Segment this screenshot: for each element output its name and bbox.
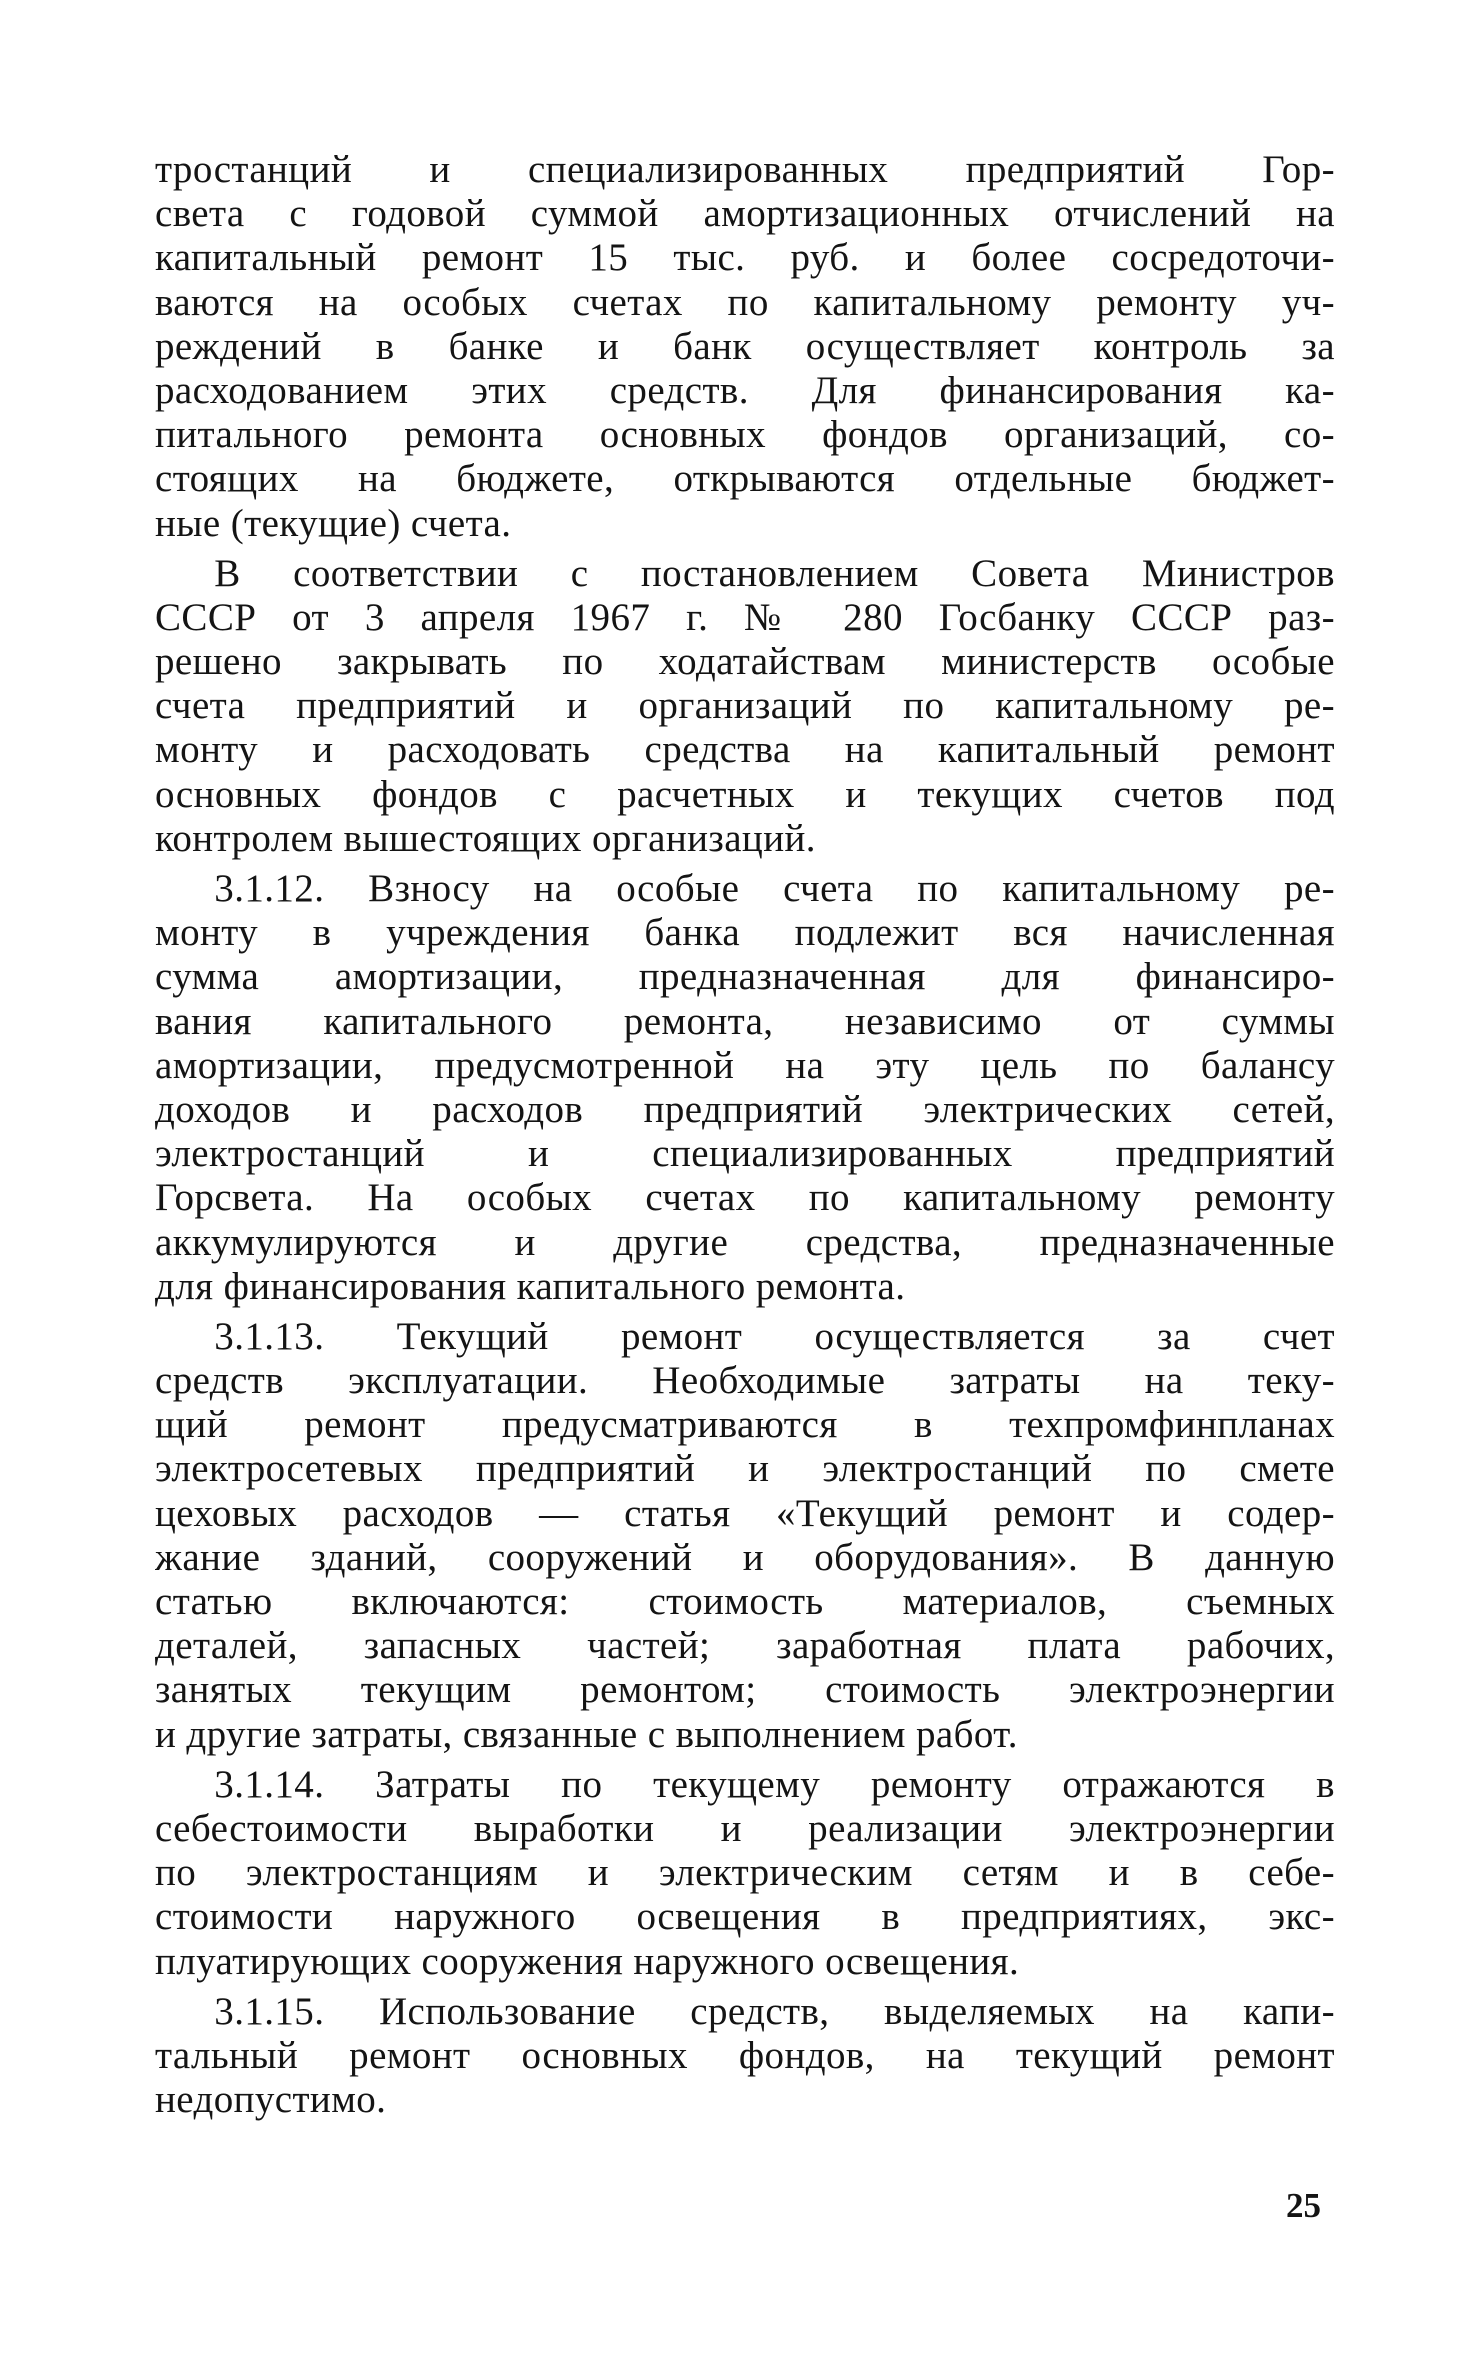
text-line: тростанций и специализированных предприятий Гор- — [155, 148, 1335, 191]
text-line: 3.1.15. Использование средств, выделяемых на капи- — [155, 1989, 1335, 2033]
text-line: реждений в банке и банк осуществляет контроль за — [155, 324, 1335, 368]
text-line: стоимости наружного освещения в предприятиях, экс- — [155, 1895, 1335, 1939]
text-line: стоящих на бюджете, открываются отдельные бюджет- — [155, 457, 1335, 501]
text-line: средств эксплуатации. Необходимые затраты на теку- — [155, 1359, 1335, 1403]
text-line: решено закрывать по ходатайствам министерств особые — [155, 640, 1335, 684]
text-line: плуатирующих сооружения наружного освещения. — [155, 1939, 1020, 1983]
text-line: занятых текущим ремонтом; стоимость электроэнергии — [155, 1668, 1335, 1712]
text-line: ные (текущие) счета. — [155, 501, 512, 545]
text-line: капитальный ремонт 15 тыс. руб. и более сосредоточи- — [155, 236, 1335, 280]
text-line: 3.1.14. Затраты по текущему ремонту отражаются в — [155, 1762, 1335, 1806]
paragraph-1 — [155, 148, 1335, 546]
body-text — [155, 148, 1335, 2122]
paragraph-6 — [155, 1990, 1335, 2123]
text-line: себестоимости выработки и реализации электроэнергии — [155, 1806, 1335, 1850]
text-line: ваются на особых счетах по капитальному ремонту уч- — [155, 280, 1335, 324]
text-line: 3.1.13. Текущий ремонт осуществляется за счет — [155, 1314, 1335, 1358]
text-line: монту и расходовать средства на капитальный ремонт — [155, 728, 1335, 772]
text-line: электросетевых предприятий и электростанций по смете — [155, 1447, 1335, 1491]
text-line: амортизации, предусмотренной на эту цель по балансу — [155, 1043, 1335, 1087]
text-line: монту в учреждения банка подлежит вся начисленная — [155, 911, 1335, 955]
text-line: для финансирования капитального ремонта. — [155, 1264, 906, 1308]
text-line: и другие затраты, связанные с выполнением работ. — [155, 1712, 1018, 1756]
text-line: жание зданий, сооружений и оборудования». В данную — [155, 1535, 1335, 1579]
text-line: контролем вышестоящих организаций. — [155, 816, 816, 860]
paragraph-2 — [155, 552, 1335, 861]
text-line: Горсвета. На особых счетах по капитальному ремонту — [155, 1176, 1335, 1220]
text-line: счета предприятий и организаций по капитальному ре- — [155, 684, 1335, 728]
text-line: щий ремонт предусматриваются в техпромфинпланах — [155, 1403, 1335, 1447]
paragraph-3 — [155, 867, 1335, 1309]
text-line: аккумулируются и другие средства, предназначенные — [155, 1220, 1335, 1264]
text-line: света с годовой суммой амортизационных отчислений на — [155, 192, 1335, 236]
text-line: тальный ремонт основных фондов, на текущий ремонт — [155, 2033, 1335, 2077]
text-line: по электростанциям и электрическим сетям и в себе- — [155, 1851, 1335, 1895]
text-line: В соответствии с постановлением Совета Министров — [155, 551, 1335, 595]
text-line: вания капитального ремонта, независимо от суммы — [155, 999, 1335, 1043]
text-line: доходов и расходов предприятий электрических сетей, — [155, 1087, 1335, 1131]
paragraph-4 — [155, 1315, 1335, 1757]
text-line: деталей, запасных частей; заработная плата рабочих, — [155, 1624, 1335, 1668]
text-line: основных фондов с расчетных и текущих счетов под — [155, 772, 1335, 816]
text-line: питального ремонта основных фондов организаций, со- — [155, 413, 1335, 457]
text-line: 3.1.12. Взносу на особые счета по капитальному ре- — [155, 867, 1335, 910]
text-line: СССР от 3 апреля 1967 г. № 280 Госбанку СССР раз- — [155, 595, 1335, 639]
page-number: 25 — [1286, 2186, 1321, 2225]
text-line: электростанций и специализированных предприятий — [155, 1132, 1335, 1176]
text-line: статью включаются: стоимость материалов, съемных — [155, 1580, 1335, 1623]
paragraph-5 — [155, 1763, 1335, 1984]
text-line: цеховых расходов — статья «Текущий ремонт и содер- — [155, 1491, 1335, 1535]
text-line: расходованием этих средств. Для финансирования ка- — [155, 368, 1335, 412]
text-line: недопустимо. — [155, 2078, 387, 2122]
text-line: сумма амортизации, предназначенная для финансиро- — [155, 955, 1335, 999]
